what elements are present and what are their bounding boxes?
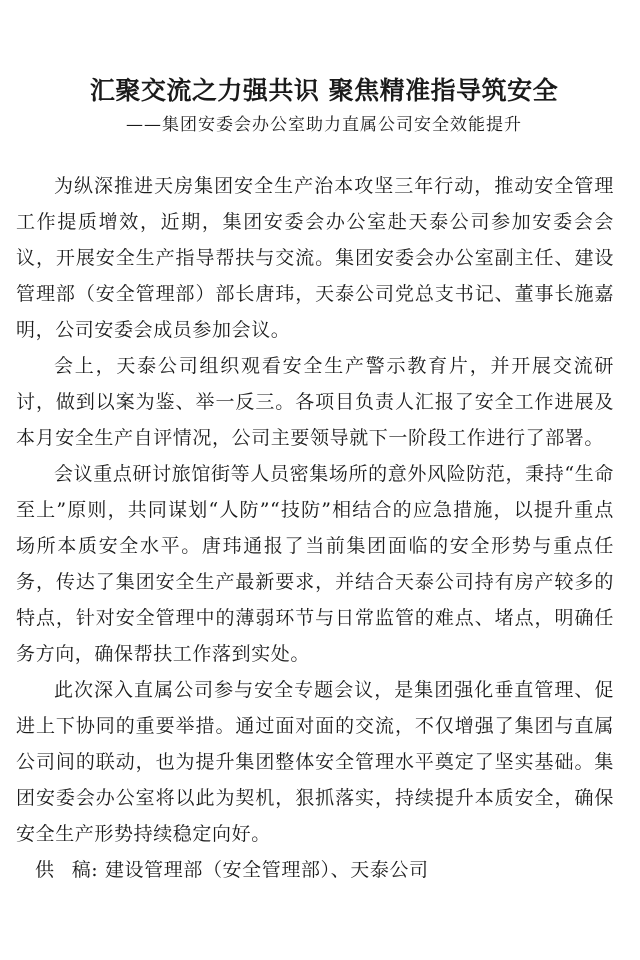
credit-line (16, 852, 614, 888)
article-title: 汇聚交流之力强共识 聚焦精准指导筑安全 (89, 76, 559, 105)
article-subtitle: ——集团安委会办公室助力直属公司安全效能提升 (126, 115, 522, 135)
paragraph-2: 会上，天泰公司组织观看安全生产警示教育片，并开展交流研讨，做到以案为鉴、举一反三。各项目负责人汇报了安全工作进展及本月安全生产自评情况，公司主要领导就下一阶段工作进行了部署。 (16, 355, 614, 449)
paragraph-4: 此次深入直属公司参与安全专题会议，是集团强化垂直管理、促进上下协同的重要举措。通过面对面的交流，不仅增强了集团与直属公司间的联动，也为提升集团整体安全管理水平奠定了坚实基础。集团安委会办公室将以此为契机，狠抓落实，持续提升本质安全，确保安全生产形势持续稳定向好。 (16, 679, 614, 845)
paragraph-1: 为纵深推进天房集团安全生产治本攻坚三年行动，推动安全管理工作提质增效，近期，集团安委会办公室赴天泰公司参加安委会会议，开展安全生产指导帮扶与交流。集团安委会办公室副主任、建设管理部（安全管理部）部长唐玮，天泰公司党总支书记、董事长施嘉明，公司安委会成员参加会议。 (16, 175, 614, 341)
credit-label-second: 稿: (71, 859, 99, 881)
paragraph-3: 会议重点研讨旅馆街等人员密集场所的意外风险防范，秉持“生命至上”原则，共同谋划“人防”“技防”相结合的应急措施，以提升重点场所本质安全水平。唐玮通报了当前集团面临的安全形势与重点任务，传达了集团安全生产最新要求，并结合天泰公司持有房产较多的特点，针对安全管理中的薄弱环节与日常监管的难点、堵点，明确任务方向，确保帮扶工作落到实处。 (16, 463, 614, 665)
credit-label-first: 供 (35, 859, 55, 881)
article-body (16, 168, 614, 888)
credit-value: 建设管理部（安全管理部）、天泰公司 (104, 859, 429, 881)
